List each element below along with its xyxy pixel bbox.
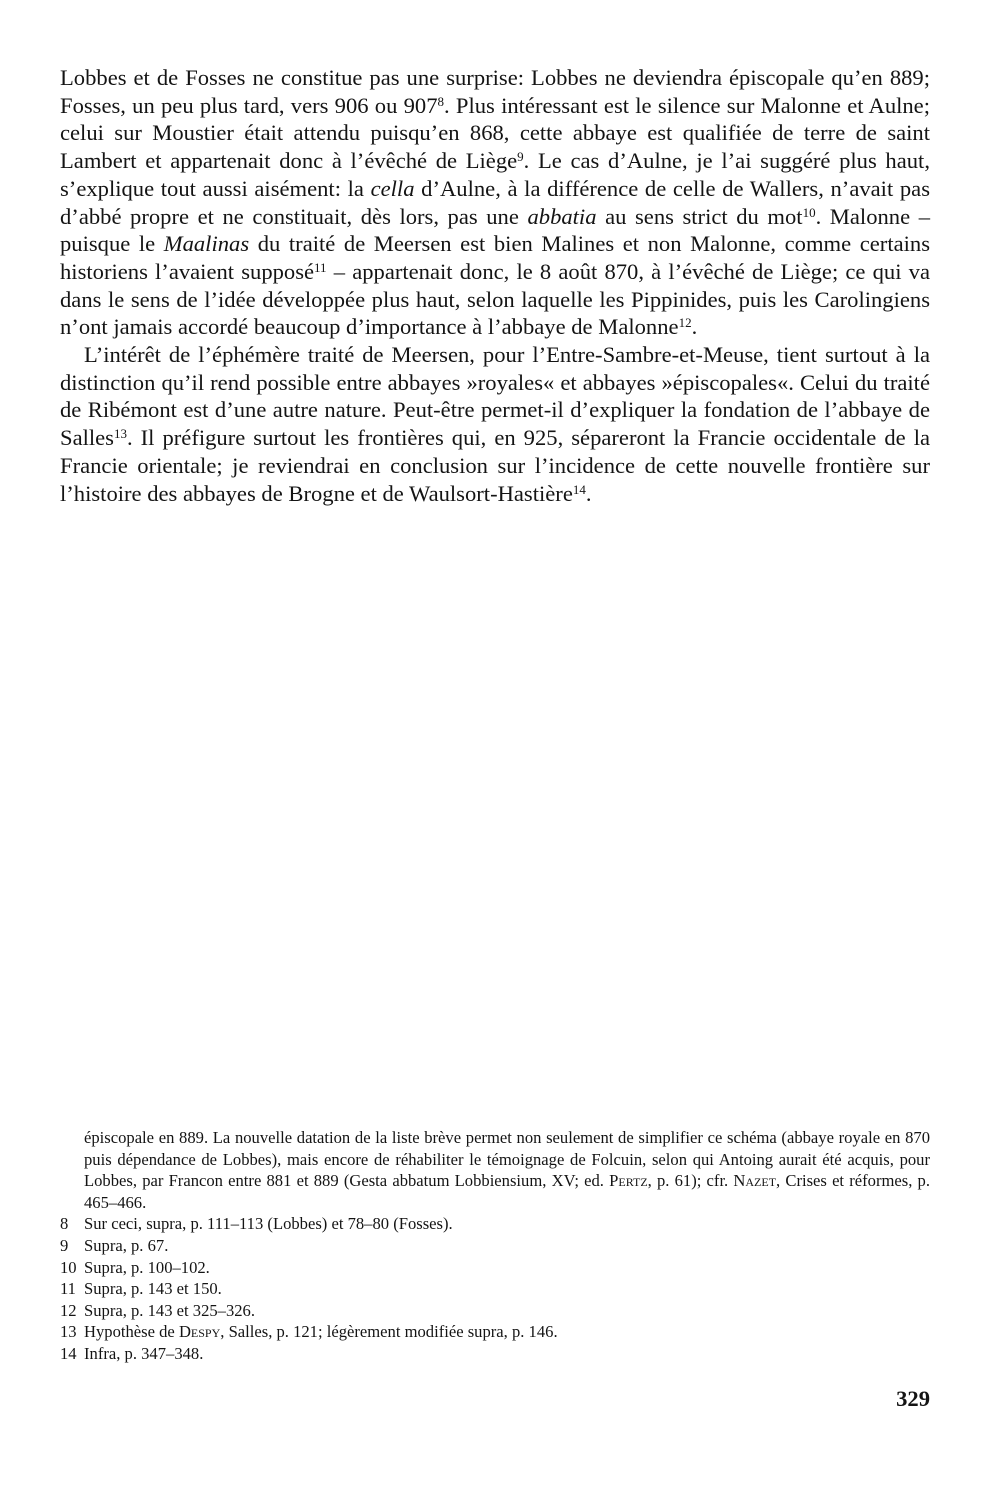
footnote-text: Supra, p. 67. <box>84 1235 169 1255</box>
footnote-ref-10: 10 <box>802 204 816 220</box>
footnote-9 <box>60 1235 930 1257</box>
footnote-11 <box>60 1278 930 1300</box>
footnote-text: Infra, p. 347–348. <box>84 1343 204 1363</box>
footnote-ref-8: 8 <box>437 93 445 109</box>
footnote-13 <box>60 1321 930 1343</box>
footnote-ref-11: 11 <box>314 259 327 275</box>
footnote-text: Supra, p. 100–102. <box>84 1257 210 1277</box>
footnote-ref-13: 13 <box>113 426 127 441</box>
footnote-ref-9: 9 <box>517 148 524 164</box>
paragraph-2: L’intérêt de l’éphémère traité de Meersen, pour l’Entre-Sambre-et-Meuse, tient surtout à la distinction qu’il rend possible entre abbayes »royales« et abbayes »épiscopales«. Celui du traité de Ribémont est d’une autre nature. Peut-être permet-il d’expliquer la fondation de l’abbaye de Salles$^{13}$. Il préfigure surtout les frontières qui, en 925, sépareront la Francie occidentale de la Francie orientale; je reviendrai en conclusion sur l’incidence de cette nouvelle frontière sur l’histoire des abbayes de Brogne et de Waulsort-Hastière$^{14}$. <box>60 342 930 506</box>
footnote-10 <box>60 1257 930 1279</box>
main-text <box>60 64 930 507</box>
paragraph-1: Lobbes et de Fosses ne constitue pas une surprise: Lobbes ne deviendra épiscopale qu’en 889; Fosses, un peu plus tard, vers 906 ou $907^8$. Plus intéressant est le silence sur Malonne et Aulne; celui sur Moustier était attendu puisqu’en 868, cette abbaye est qualifiée de terre de saint Lambert et appartenait donc à l’évêché de Liège$^9$. Le cas d’Aulne, je l’ai suggéré plus haut, s’explique tout aussi aisément: la cella d’Aulne, à la différence de celle de Wallers, n’avait pas d’abbé propre et ne constituait, dès lors, pas une abbatia au sens strict du mot$^{10}$. Malonne – puisque le Maalinas du traité de Meersen est bien Malines et non Malonne, comme certains historiens l’avaient supposé$^{11}$ – appartenait donc, le 8 août 870, à l’évêché de Liège; ce qui va dans le sens de l’idée développée plus haut, selon laquelle les Pippinides, puis les Carolingiens n’ont jamais accordé beaucoup d’importance à l’abbaye de Malonne$^{12}$. <box>60 65 930 340</box>
footnote-ref-12: 12 <box>678 315 692 331</box>
footnote-12 <box>60 1300 930 1322</box>
footnotes <box>60 1127 930 1365</box>
footnote-number: 12 <box>60 1300 77 1320</box>
footnote-number: 13 <box>60 1322 77 1342</box>
footnote-text: Hypothèse de Despy, Salles, p. 121; légèrement modifiée supra, p. 146. <box>84 1322 558 1342</box>
footnote-text: Supra, p. 143 et 150. <box>84 1279 222 1299</box>
footnote-number: 10 <box>60 1257 77 1277</box>
footnote-number: 8 <box>60 1214 69 1234</box>
footnote-14 <box>60 1343 930 1365</box>
footnote-8 <box>60 1213 930 1235</box>
footnote-number: 9 <box>60 1235 69 1255</box>
footnote-text: Sur ceci, supra, p. 111–113 (Lobbes) et 78–80 (Fosses). <box>84 1214 453 1234</box>
footnote-ref-14: 14 <box>572 481 586 497</box>
page-number: 329 <box>896 1386 930 1411</box>
footnote-number: 11 <box>60 1279 76 1299</box>
footnote-number: 14 <box>60 1343 77 1363</box>
footnote-continuation: épiscopale en 889. La nouvelle datation de la liste brève permet non seulement de simplifier ce schéma (abbaye royale en 870 puis dépendance de Lobbes), mais encore de réhabiliter le témoignage de Folcuin, selon qui Antoing aurait été acquis, pour Lobbes, par Francon entre 881 et 889 (Gesta abbatum Lobbiensium, XV; ed. Pertz, p. 61); cfr. Nazet, Crises et réformes, p. 465–466. <box>84 1128 930 1212</box>
footnote-text: Supra, p. 143 et 325–326. <box>84 1300 255 1320</box>
